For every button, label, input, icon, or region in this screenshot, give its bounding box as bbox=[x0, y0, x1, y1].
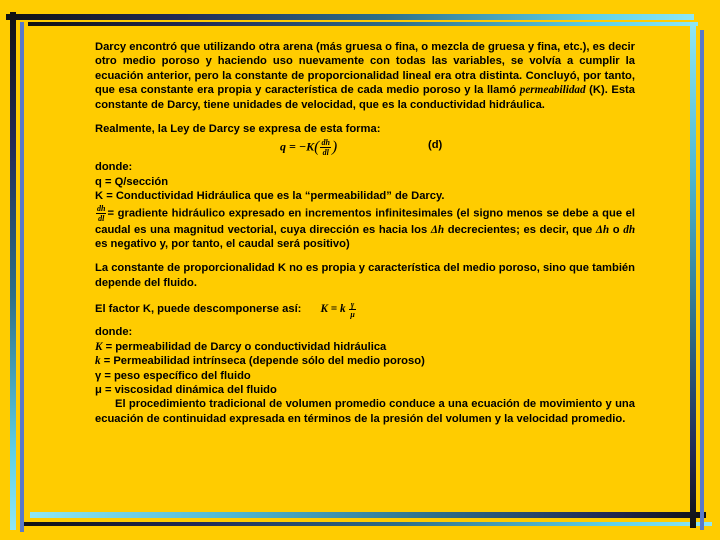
definition-gradient: $\frac{dh}{dl}$ = gradiente hidráulico expresado en incrementos infinitesimales (el signo menos se debe a que el caudal es una magnitud vectorial, cuya dirección es hacia los Δh decrecientes; es decir, que Δh o dh es negativo y, por tanto, el caudal será positivo) bbox=[95, 203, 636, 251]
equation-tag: (d) bbox=[428, 139, 443, 152]
paragraph-constant: La constante de proporcionalidad K no es propia y característica del medio poroso, sino que también depende del fluido. bbox=[95, 262, 635, 289]
definition-q: q = Q/sección bbox=[95, 175, 169, 188]
definition-k-intrinsic: k = Permeabilidad intrínseca (depende sólo del medio poroso) bbox=[95, 355, 425, 368]
paragraph-factor-K: El factor K, puede descomponerse así: K = k $\frac{\gamma}{\mu}$ bbox=[95, 300, 355, 320]
definition-gamma: γ = peso específico del fluido bbox=[95, 369, 251, 382]
frame-left-line-1 bbox=[10, 12, 16, 530]
darcy-equation bbox=[95, 136, 635, 160]
equation-factor: K = k $\frac{\gamma}{\mu}$ bbox=[320, 300, 355, 320]
frame-right-line-1 bbox=[690, 22, 696, 528]
paragraph-darcy-permeability bbox=[95, 40, 635, 112]
paragraph-ley-de-darcy: Realmente, la Ley de Darcy se expresa de esta forma: bbox=[95, 123, 381, 136]
definition-mu: μ = viscosidad dinámica del fluido bbox=[95, 383, 277, 396]
donde-label-2: donde: bbox=[95, 326, 133, 339]
text: Darcy encontró que utilizando otra arena (más gruesa o fina, o mezcla de gruesa y fina, etc.), es decir otro medio poroso y haciendo uso nuevamente con todas las variables, se volvía a cumplir la ecuación anterior, pero la constante de proporcionalidad lineal era otra distinta. Concluyó, por tanto, que esa constante era propia y característica de cada medio poroso y la llamó bbox=[95, 41, 635, 97]
text: (K). Esta constante de Darcy, tiene unidades de velocidad, que es la conductividad hidráulica. bbox=[95, 84, 635, 111]
frame-left-line-2 bbox=[20, 22, 24, 532]
frame-right-line-2 bbox=[700, 30, 704, 530]
frame-top-line-2 bbox=[28, 22, 698, 26]
frame-bottom-line-1 bbox=[30, 512, 706, 518]
term-permeabilidad: permeabilidad bbox=[519, 84, 586, 97]
donde-label: donde: bbox=[95, 161, 133, 174]
document-body bbox=[95, 40, 635, 426]
frame-top-line-1 bbox=[6, 14, 694, 20]
paragraph-procedure: El procedimiento tradicional de volumen promedio conduce a una ecuación de movimiento y una ecuación de continuidad expresada en términos de la presión del volumen y la velocidad promedio. bbox=[95, 398, 635, 425]
gradient-fraction: $\frac{dh}{dl}$ bbox=[97, 203, 106, 223]
equation-darcy: q = −K( $\frac{dh}{dl}$ ) bbox=[280, 138, 338, 158]
definition-K: K = Conductividad Hidráulica que es la “permeabilidad” de Darcy. bbox=[95, 190, 445, 203]
definition-K-darcy: K = permeabilidad de Darcy o conductividad hidráulica bbox=[95, 340, 387, 353]
fraction: $\frac{dh}{dl}$ bbox=[321, 138, 330, 158]
frame-bottom-line-2 bbox=[22, 522, 712, 526]
